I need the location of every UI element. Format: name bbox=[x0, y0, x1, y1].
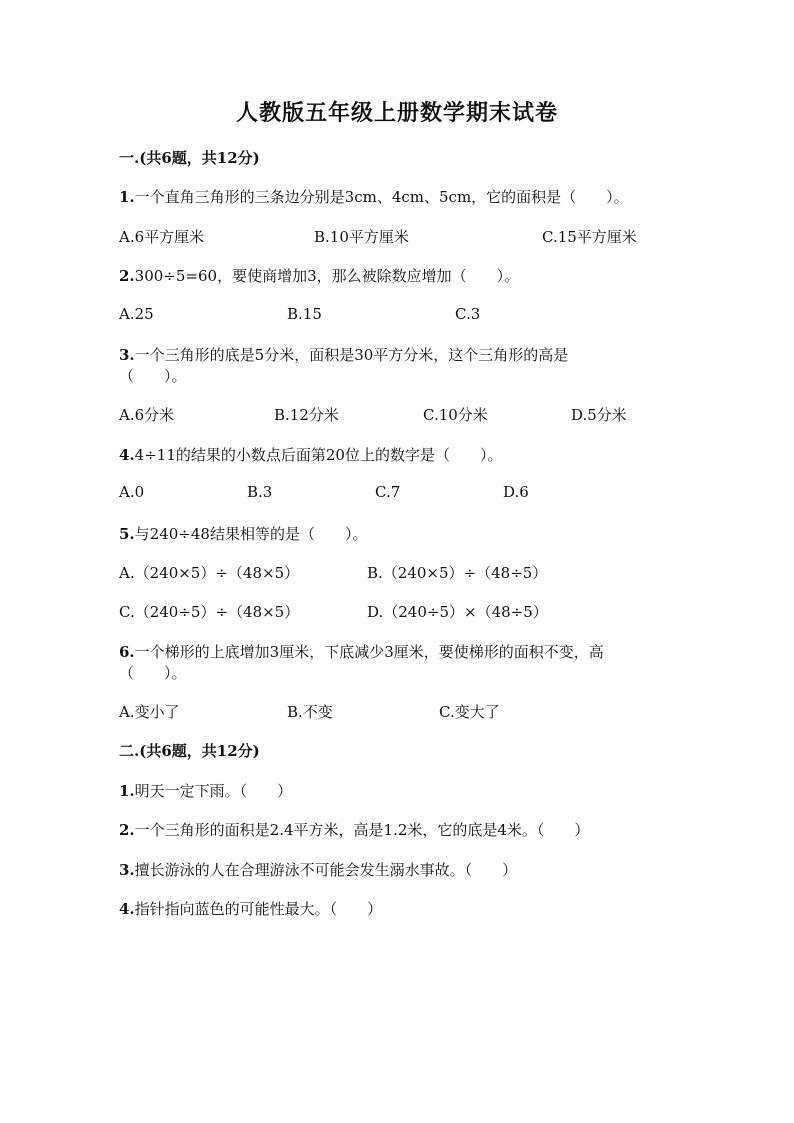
section-2-header: 二.(共6题，共12分) bbox=[119, 742, 260, 760]
question-text: 4÷11的结果的小数点后面第20位上的数字是（ ）。 bbox=[134, 446, 503, 464]
s1-q2-option-b: B.15 bbox=[287, 305, 322, 323]
s2-question-4 bbox=[119, 898, 382, 919]
question-number: 1. bbox=[119, 188, 135, 206]
s1-q5-option-d: D.（240÷5）×（48÷5） bbox=[367, 603, 548, 621]
s1-question-3 bbox=[119, 344, 568, 365]
s2-question-3 bbox=[119, 859, 517, 880]
s1-q6-option-c: C.变大了 bbox=[439, 703, 500, 721]
s1-q4-option-a: A.0 bbox=[119, 483, 145, 501]
question-text: 一个三角形的面积是2.4平方米，高是1.2米，它的底是4米。（ ） bbox=[134, 821, 590, 839]
s1-q2-option-a: A.25 bbox=[119, 305, 154, 323]
s1-question-1 bbox=[119, 186, 629, 207]
question-text: 一个梯形的上底增加3厘米，下底减少3厘米，要使梯形的面积不变，高 bbox=[134, 643, 604, 661]
question-text: 明天一定下雨。（ ） bbox=[134, 782, 293, 800]
s1-question-2 bbox=[119, 265, 519, 286]
s1-q5-option-c: C.（240÷5）÷（48×5） bbox=[119, 603, 300, 621]
question-text: 与240÷48结果相等的是（ ）。 bbox=[134, 525, 368, 543]
s2-question-2 bbox=[119, 819, 589, 840]
question-number: 6. bbox=[119, 643, 135, 661]
page-title: 人教版五年级上册数学期末试卷 bbox=[235, 100, 558, 126]
s1-q3-option-b: B.12分米 bbox=[274, 406, 339, 424]
s1-q5-option-a: A.（240×5）÷（48×5） bbox=[119, 564, 300, 582]
s1-question-6 bbox=[119, 641, 604, 662]
question-text: 一个直角三角形的三条边分别是3cm、4cm、5cm，它的面积是（ ）。 bbox=[134, 188, 629, 206]
s1-q2-option-c: C.3 bbox=[455, 305, 481, 323]
question-text: 300÷5=60，要使商增加3，那么被除数应增加（ ）。 bbox=[134, 267, 520, 285]
s1-q3-option-d: D.5分米 bbox=[571, 406, 627, 424]
question-text: 擅长游泳的人在合理游泳不可能会发生溺水事故。（ ） bbox=[134, 861, 518, 879]
s1-q1-option-a: A.6平方厘米 bbox=[119, 228, 205, 246]
s1-q6-option-a: A.变小了 bbox=[119, 703, 180, 721]
question-number: 2. bbox=[119, 821, 135, 839]
s1-q3-option-c: C.10分米 bbox=[423, 406, 488, 424]
s1-q3-option-a: A.6分米 bbox=[119, 406, 175, 424]
question-number: 3. bbox=[119, 861, 135, 879]
s1-q1-option-c: C.15平方厘米 bbox=[542, 228, 637, 246]
s1-q4-option-b: B.3 bbox=[247, 483, 273, 501]
s1-question-3-continued: （ ）。 bbox=[119, 367, 187, 385]
question-number: 5. bbox=[119, 525, 135, 543]
question-number: 4. bbox=[119, 446, 135, 464]
s1-q4-option-c: C.7 bbox=[375, 483, 401, 501]
s1-question-6-continued: （ ）。 bbox=[119, 664, 187, 682]
s1-question-5 bbox=[119, 523, 367, 544]
s1-question-4 bbox=[119, 444, 502, 465]
question-number: 4. bbox=[119, 900, 135, 918]
section-1-header: 一.(共6题，共12分) bbox=[119, 149, 260, 167]
question-number: 1. bbox=[119, 782, 135, 800]
s1-q4-option-d: D.6 bbox=[503, 483, 529, 501]
s1-q5-option-b: B.（240×5）÷（48÷5） bbox=[367, 564, 548, 582]
question-number: 3. bbox=[119, 346, 135, 364]
question-text: 一个三角形的底是5分米，面积是30平方分米，这个三角形的高是 bbox=[134, 346, 569, 364]
s2-question-1 bbox=[119, 780, 292, 801]
question-text: 指针指向蓝色的可能性最大。（ ） bbox=[134, 900, 383, 918]
s1-q1-option-b: B.10平方厘米 bbox=[314, 228, 409, 246]
question-number: 2. bbox=[119, 267, 135, 285]
s1-q6-option-b: B.不变 bbox=[287, 703, 333, 721]
